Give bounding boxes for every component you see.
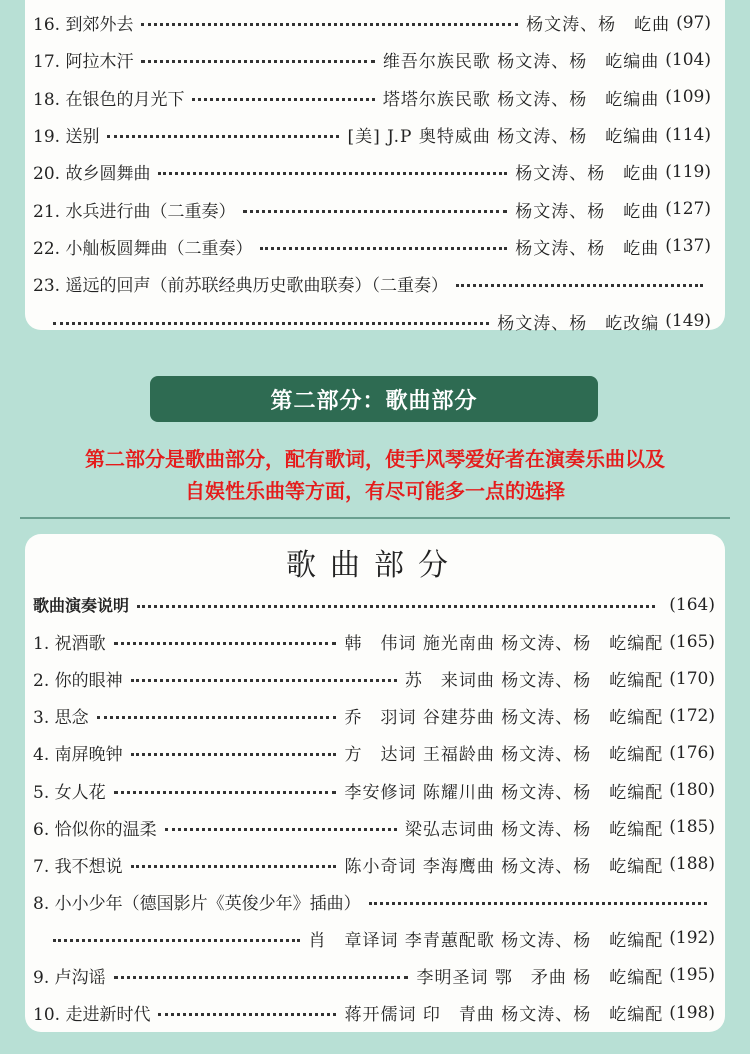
- leader-dots: [369, 902, 707, 905]
- toc-entry-page: (127): [665, 199, 711, 220]
- toc-entry-page: (180): [669, 780, 715, 801]
- toc-intro-entry: [33, 586, 715, 623]
- toc-entry: [33, 734, 715, 771]
- toc-entry-page: (185): [669, 817, 715, 838]
- toc-entry-credit: 杨文涛、杨 屹曲: [515, 164, 660, 185]
- toc-entry-page: (104): [665, 49, 711, 70]
- toc-entry-title: 4. 南屏晚钟: [33, 745, 123, 766]
- leader-dots: [137, 605, 655, 608]
- toc-entry: [33, 190, 711, 227]
- toc-entry: [33, 846, 715, 883]
- toc-entry-page: (170): [669, 668, 715, 689]
- toc-entry-title: 19. 送别: [33, 127, 100, 148]
- toc-entry-title: 7. 我不想说: [33, 856, 123, 877]
- toc-entry: [33, 4, 711, 41]
- toc-entry-title: 3. 思念: [33, 708, 89, 729]
- toc-entry-page: (164): [669, 594, 715, 615]
- toc-entry-title: 1. 祝酒歌: [33, 634, 106, 655]
- toc-entry-23-continued: [33, 302, 711, 339]
- toc-entry-page: (119): [665, 161, 711, 182]
- toc-entry: [33, 116, 711, 153]
- toc-entry-credit: 杨文涛、杨 屹曲: [526, 15, 671, 36]
- leader-dots: [456, 284, 703, 287]
- contents-card-songs: [25, 534, 725, 1032]
- toc-entry-page: (176): [669, 742, 715, 763]
- toc-entry-title: 17. 阿拉木汗: [33, 52, 134, 73]
- toc-entry-8-continued: [33, 920, 715, 957]
- toc-entry-page: (97): [676, 12, 711, 33]
- leader-dots: [97, 716, 337, 719]
- leader-dots: [114, 976, 409, 979]
- toc-entry-credit: 肖 章译词 李青蕙配歌 杨文涛、杨 屹编配: [308, 930, 664, 951]
- leader-dots: [141, 60, 374, 63]
- toc-entry-credit: 韩 伟词 施光南曲 杨文涛、杨 屹编配: [344, 634, 664, 655]
- leader-dots: [131, 753, 337, 756]
- toc-entry-credit: 塔塔尔族民歌 杨文涛、杨 屹编曲: [382, 89, 660, 110]
- toc-entry-page: (192): [669, 928, 715, 949]
- toc-entry-title: 18. 在银色的月光下: [33, 89, 185, 110]
- toc-entry-page: (195): [669, 965, 715, 986]
- toc-entry-title: 21. 水兵进行曲（二重奏）: [33, 201, 236, 222]
- toc-entry-title: 22. 小舢板圆舞曲（二重奏）: [33, 238, 253, 259]
- contents-card-part1: [25, 0, 725, 334]
- toc-entry-title: 20. 故乡圆舞曲: [33, 164, 151, 185]
- toc-entry: [33, 623, 715, 660]
- toc-entry-title: 16. 到郊外去: [33, 15, 134, 36]
- toc-entry-title: 歌曲演奏说明: [33, 596, 130, 616]
- toc-entry: [33, 809, 715, 846]
- toc-entry-credit: 苏 来词曲 杨文涛、杨 屹编配: [404, 671, 664, 692]
- toc-entry-title: 8. 小小少年（德国影片《英俊少年》插曲）: [33, 893, 361, 914]
- section-banner-label: 第二部分：歌曲部分: [270, 388, 478, 414]
- leader-dots: [114, 791, 337, 794]
- toc-entry-page: (172): [669, 705, 715, 726]
- toc-entry-title: 10. 走进新时代: [33, 1005, 151, 1026]
- toc-entry: [33, 994, 715, 1031]
- toc-entry-credit: 维吾尔族民歌 杨文涛、杨 屹编曲: [382, 52, 660, 73]
- toc-entry-credit: 李安修词 陈耀川曲 杨文涛、杨 屹编配: [344, 782, 664, 803]
- leader-dots: [243, 210, 507, 213]
- toc-entry: [33, 771, 715, 808]
- section-banner: [150, 376, 598, 422]
- section-description-line-1: 第二部分是歌曲部分，配有歌词，使手风琴爱好者在演奏乐曲以及: [85, 447, 665, 471]
- toc-entry-page: (149): [665, 311, 711, 332]
- toc-entry: [33, 153, 711, 190]
- leader-dots: [165, 828, 397, 831]
- toc-entry-credit: 杨文涛、杨 屹改编: [497, 313, 660, 334]
- divider: [20, 517, 730, 519]
- leader-dots: [107, 135, 339, 138]
- toc-entry-credit: 蒋开儒词 印 青曲 杨文涛、杨 屹编配: [344, 1005, 664, 1026]
- toc-entry-credit: 方 达词 王福龄曲 杨文涛、杨 屹编配: [344, 745, 664, 766]
- toc-entry: [33, 697, 715, 734]
- section-description-line-2: 自娱性乐曲等方面，有尽可能多一点的选择: [185, 479, 565, 503]
- toc-entry-credit: 梁弘志词曲 杨文涛、杨 屹编配: [404, 819, 664, 840]
- toc-entry: [33, 41, 711, 78]
- toc-entry: [33, 79, 711, 116]
- leader-dots: [158, 1013, 336, 1016]
- leader-dots: [192, 98, 374, 101]
- toc-entry-title: 6. 恰似你的温柔: [33, 819, 157, 840]
- toc-entry-8: [33, 883, 715, 920]
- leader-dots: [131, 865, 337, 868]
- toc-entry: [33, 228, 711, 265]
- toc-entry-page: (198): [669, 1002, 715, 1023]
- leader-dots: [260, 247, 507, 250]
- toc-entry-credit: 乔 羽词 谷建芬曲 杨文涛、杨 屹编配: [344, 708, 664, 729]
- toc-entry-credit: 陈小奇词 李海鹰曲 杨文涛、杨 屹编配: [344, 856, 664, 877]
- toc-entry: [33, 957, 715, 994]
- toc-entry-page: (137): [665, 236, 711, 257]
- toc-entry-credit: [美] J.P 奥特威曲 杨文涛、杨 屹编曲: [347, 127, 660, 148]
- toc-entry-credit: 杨文涛、杨 屹曲: [515, 201, 660, 222]
- leader-dots: [53, 939, 300, 942]
- leader-dots: [114, 642, 337, 645]
- toc-entry-title: 5. 女人花: [33, 782, 106, 803]
- leader-dots: [131, 679, 397, 682]
- leader-dots: [53, 322, 489, 325]
- toc-entry: [33, 660, 715, 697]
- section-description: [0, 443, 750, 507]
- toc-entry-credit: 杨文涛、杨 屹曲: [515, 238, 660, 259]
- toc-entry-title: 2. 你的眼神: [33, 671, 123, 692]
- toc-entry-page: (109): [665, 87, 711, 108]
- songs-heading: 歌曲部分: [286, 548, 462, 583]
- leader-dots: [141, 23, 518, 26]
- toc-entry-page: (165): [669, 631, 715, 652]
- toc-entry-23: [33, 265, 711, 302]
- leader-dots: [158, 172, 507, 175]
- toc-entry-title: 9. 卢沟谣: [33, 967, 106, 988]
- toc-entry-page: (114): [665, 124, 711, 145]
- toc-entry-title: 23. 遥远的回声（前苏联经典历史歌曲联奏）（二重奏）: [33, 276, 448, 297]
- toc-entry-credit: 李明圣词 鄂 矛曲 杨 屹编配: [416, 967, 664, 988]
- toc-entry-page: (188): [669, 854, 715, 875]
